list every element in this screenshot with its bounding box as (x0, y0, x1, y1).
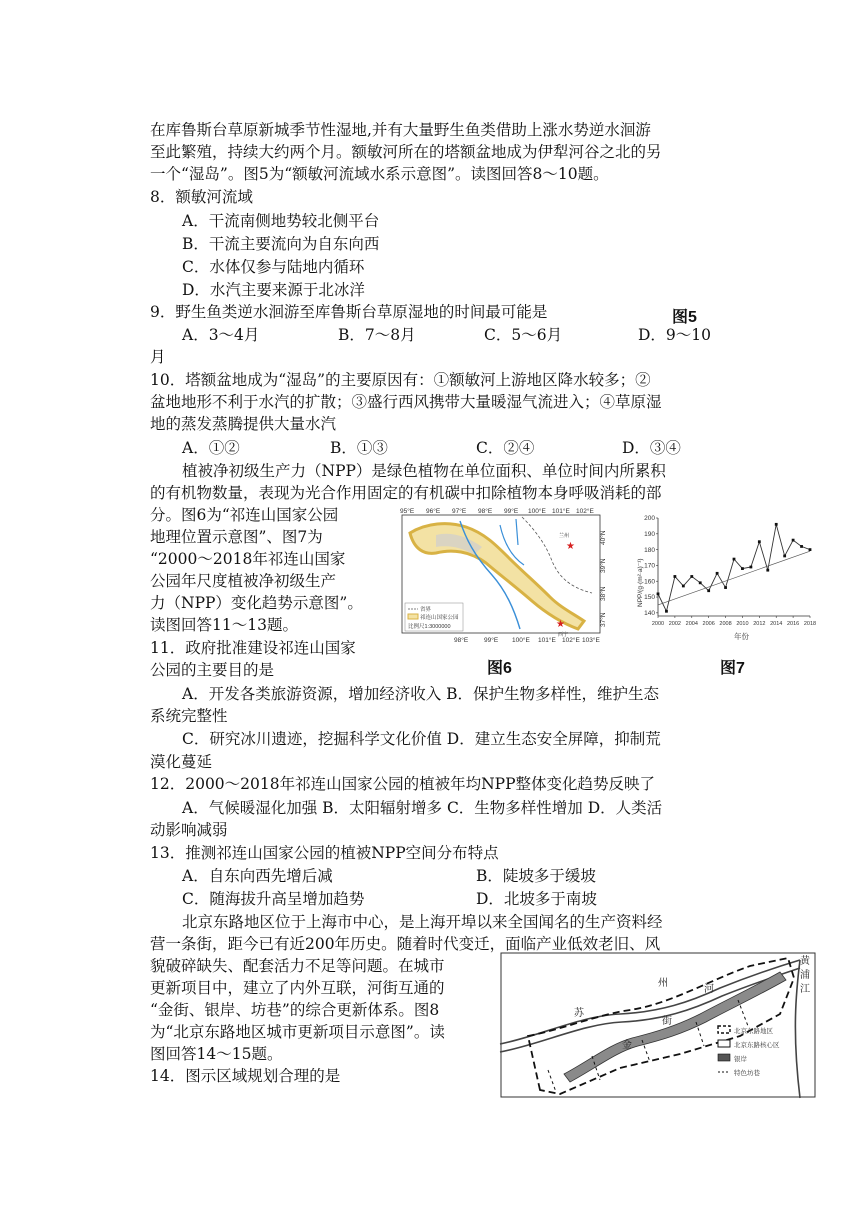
fig7-x-tick-label: 2004 (685, 621, 698, 627)
fig7-y-tick-label: 180 (644, 546, 655, 554)
fig8-legend-item: 北京东路核心区 (734, 1042, 780, 1049)
beijing-line: 营一条街，距今已有近200年历史。随着时代变迁，面临产业低效老旧、风 (150, 935, 661, 953)
fig7-y-tick-label: 150 (644, 594, 655, 602)
fig8-char: 河 (704, 984, 714, 995)
fig7-x-tick-label: 2008 (719, 621, 732, 627)
fig7-x-tick-label: 2012 (753, 621, 766, 627)
q12-option-line: 动影响减弱 (150, 821, 228, 839)
beijing-line: “金街、银岸、坊巷”的综合更新体系。图8 (150, 1001, 440, 1019)
beijing-line: 图回答14～15题。 (150, 1045, 283, 1063)
fig7-data-point (682, 585, 685, 588)
fig8-river-label: 浦 (800, 970, 810, 981)
q8-option-d: D．水汽主要来源于北冰洋 (182, 281, 365, 299)
q8-option-a: A．干流南侧地势较北侧平台 (182, 212, 380, 230)
fig5-label: 图5 (672, 309, 697, 326)
q11-stem-line: 公园的主要目的是 (150, 661, 275, 679)
fig7-x-tick-label: 2016 (786, 621, 800, 627)
fig6-map (396, 505, 606, 645)
fig7-data-point (665, 610, 668, 613)
q9-stem: 9．野生鱼类逆水洄游至库鲁斯台草原湿地的时间最可能是 (150, 303, 548, 321)
intro-line: 一个“湿岛”。图5为“额敏河流域水系示意图”。读图回答8～10题。 (150, 165, 609, 183)
fig6-label: 图6 (487, 660, 512, 677)
fig7-data-point (690, 575, 693, 578)
npp-intro-line: 力（NPP）变化趋势示意图”。 (150, 594, 363, 612)
q11-option-line: 系统完整性 (150, 707, 228, 725)
fig7-data-point (724, 586, 727, 589)
fig8-char: 州 (658, 978, 668, 989)
fig6-bottom-tick: 100°E (512, 637, 530, 644)
npp-intro-line: 读图回答11～13题。 (150, 616, 298, 634)
fig7-y-axis-label: NPP/(g·(m²·a)⁻¹) (637, 558, 644, 607)
npp-intro-line: 植被净初级生产力（NPP）是绿色植物在单位面积、单位时间内所累积 (182, 462, 666, 480)
fig6-top-tick: 97°E (452, 508, 467, 515)
fig7-y-tick-label: 200 (644, 515, 655, 523)
fig8-river-label: 黄 (800, 956, 810, 967)
fig6-city-label: 西宁 (558, 632, 569, 638)
fig7-data-point (657, 592, 660, 595)
fig6-bottom-tick: 101°E (538, 637, 556, 644)
fig8-char: 街 (662, 1016, 672, 1027)
fig6-right-tick: 38°N (600, 586, 607, 601)
fig6-scale: 比例尺1:3000000 (408, 624, 451, 630)
q9-option-d: D．9～10 (638, 326, 712, 344)
fig7-x-axis-label: 年份 (734, 632, 749, 641)
fig6-city-star-icon: ★ (566, 541, 575, 552)
q13-option-c: C．随海拔升高呈增加趋势 (182, 890, 365, 908)
q8-option-b: B．干流主要流向为自东向西 (182, 235, 380, 253)
npp-intro-line: “2000～2018年祁连山国家 (150, 550, 346, 568)
fig6-right-tick: 39°N (600, 558, 607, 573)
q12-option-line: A．气候暖湿化加强 B．太阳辐射增多 C．生物多样性增加 D．人类活 (182, 799, 663, 817)
fig6-top-tick: 101°E (552, 508, 570, 515)
fig7-npp-chart (628, 512, 818, 642)
fig8-legend-item: 北京东路地区 (734, 1028, 773, 1035)
fig6-bottom-tick: 98°E (454, 637, 469, 644)
fig6-bottom-tick: 103°E (582, 637, 600, 644)
npp-intro-line: 地理位置示意图”、图7为 (150, 528, 323, 546)
fig6-legend-item: 祁连山国家公园 (420, 615, 459, 621)
fig6-city-star-icon: ★ (556, 619, 565, 630)
npp-intro-line: 的有机物数量，表现为光合作用固定的有机碳中扣除植物本身呼吸消耗的部 (150, 484, 662, 502)
fig7-data-point (800, 545, 803, 548)
fig7-data-point (673, 575, 676, 578)
fig7-x-tick-label: 2000 (651, 621, 665, 627)
fig6-top-tick: 102°E (576, 508, 594, 515)
npp-intro-line: 公园年尺度植被净初级生产 (150, 572, 337, 590)
q13-option-d: D．北坡多于南坡 (476, 890, 597, 908)
fig6-top-tick: 99°E (504, 508, 519, 515)
fig7-data-point (792, 539, 795, 542)
q11-option-line: C．研究冰川遗迹，挖掘科学文化价值 D．建立生态安全屏障，抑制荒 (182, 730, 661, 748)
fig7-data-point (741, 567, 744, 570)
q13-option-a: A．自东向西先增后减 (182, 867, 333, 885)
q11-option-line: 漠化蔓延 (150, 753, 213, 771)
fig6-top-tick: 96°E (426, 508, 441, 515)
fig7-data-point (733, 558, 736, 561)
fig7-series-line (658, 524, 810, 611)
q13-option-b: B．陡坡多于缓坡 (476, 867, 596, 885)
beijing-line: 为“北京东路地区城市更新项目示意图”。读 (150, 1023, 445, 1041)
fig7-data-point (699, 581, 702, 584)
fig7-x-tick-label: 2002 (668, 621, 682, 627)
q9-option-c: C．5～6月 (484, 326, 563, 344)
q10-option-a: A．①② (182, 439, 240, 457)
fig7-x-tick-label: 2010 (736, 621, 749, 627)
q10-option-d: D．③④ (622, 439, 681, 457)
fig7-label: 图7 (720, 660, 745, 677)
q11-stem-line: 11．政府批准建设祁连山国家 (150, 639, 356, 657)
fig7-x-tick-label: 2006 (702, 621, 715, 627)
beijing-line: 貌破碎缺失、配套活力不足等问题。在城市 (150, 957, 445, 975)
fig7-y-tick-label: 140 (644, 610, 655, 618)
q9-option-a: A．3～4月 (182, 326, 260, 344)
q13-stem: 13．推测祁连山国家公园的植被NPP空间分布特点 (150, 844, 499, 862)
q11-option-line: A．开发各类旅游资源，增加经济收入 B．保护生物多样性，维护生态 (182, 685, 660, 703)
fig7-data-point (775, 523, 778, 526)
fig7-data-point (766, 569, 769, 572)
fig7-data-point (707, 589, 710, 592)
fig6-bottom-tick: 99°E (484, 637, 499, 644)
fig8-char: 苏 (574, 1008, 584, 1019)
fig7-data-point (749, 566, 752, 569)
beijing-line: 14．图示区域规划合理的是 (150, 1067, 341, 1085)
q10-option-c: C．②④ (476, 439, 535, 457)
q9-option-d-wrap: 月 (150, 348, 166, 366)
fig6-right-tick: 40°N (600, 530, 607, 545)
q9-option-b: B．7～8月 (338, 326, 416, 344)
fig7-data-point (758, 540, 761, 543)
beijing-line: 更新项目中，建立了内外互联，河街互通的 (150, 979, 445, 997)
beijing-line: 北京东路地区位于上海市中心，是上海开埠以来全国闻名的生产资料经 (182, 913, 663, 931)
q8-stem: 8．额敏河流域 (150, 188, 253, 206)
fig8-legend-item: 银岸 (734, 1056, 747, 1063)
fig6-legend-item: 省界 (420, 607, 432, 613)
q10-stem-line: 地的蒸发蒸腾提供大量水汽 (150, 415, 337, 433)
fig8-legend-item: 特色坊巷 (734, 1070, 760, 1077)
fig7-x-tick-label: 2018 (803, 621, 817, 627)
q12-stem: 12．2000～2018年祁连山国家公园的植被年均NPP整体变化趋势反映了 (150, 775, 656, 793)
fig8-char: 金 (622, 1040, 632, 1051)
fig8-river-label: 江 (800, 984, 810, 995)
fig8-map (500, 952, 816, 1098)
fig7-y-tick-label: 160 (644, 578, 655, 586)
q10-option-b: B．①③ (330, 439, 388, 457)
npp-intro-line: 分。图6为“祁连山国家公园 (150, 506, 339, 524)
fig7-data-point (809, 548, 812, 551)
fig6-right-tick: 37°N (600, 612, 607, 627)
fig7-x-tick-label: 2014 (770, 621, 783, 627)
q10-stem-line: 10．塔额盆地成为“湿岛”的主要原因有：①额敏河上游地区降水较多；② (150, 371, 651, 389)
fig6-top-tick: 100°E (528, 508, 546, 515)
fig7-data-point (783, 555, 786, 558)
q8-option-c: C．水体仅参与陆地内循环 (182, 258, 365, 276)
fig7-data-point (716, 572, 719, 575)
q10-stem-line: 盆地地形不利于水汽的扩散；③盛行西风携带大量暖湿气流进入；④草原湿 (150, 393, 662, 411)
fig6-bottom-tick: 102°E (562, 637, 580, 644)
fig7-y-tick-label: 170 (644, 562, 655, 570)
fig6-top-tick: 95°E (400, 508, 415, 515)
fig6-city-label: 兰州 (559, 533, 570, 539)
fig6-top-tick: 98°E (478, 508, 493, 515)
intro-line: 在库鲁斯台草原新城季节性湿地,并有大量野生鱼类借助上涨水势逆水洄游 (150, 121, 651, 139)
intro-line: 至此繁殖，持续大约两个月。额敏河所在的塔额盆地成为伊犁河谷之北的另 (150, 143, 662, 161)
fig7-y-tick-label: 190 (644, 531, 655, 539)
